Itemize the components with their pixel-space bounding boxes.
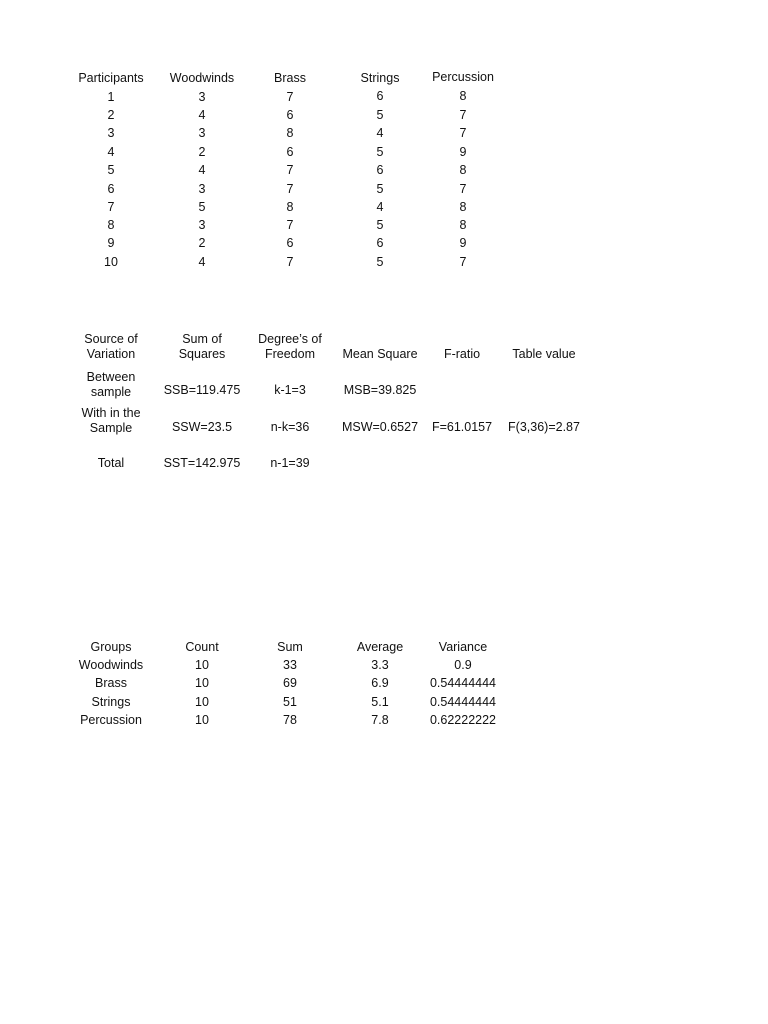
table-cell: 3.3 [371, 658, 389, 672]
table-cell: 3 [198, 218, 206, 232]
table-cell: 6 [286, 145, 294, 159]
table-cell: 7 [459, 126, 467, 140]
header-line: Mean Square [342, 347, 418, 361]
header-line [502, 332, 586, 347]
table-cell: 2 [107, 108, 115, 122]
table-cell: 4 [198, 108, 206, 122]
table-cell: 7 [286, 163, 294, 177]
table-cell: 0.9 [454, 658, 472, 672]
header-line: Source of [84, 332, 138, 346]
table-cell: 7 [107, 200, 115, 214]
header-cell [70, 332, 152, 362]
table-cell: 33 [283, 658, 297, 672]
table-cell: 6 [286, 236, 294, 250]
source-line: Between [86, 370, 136, 384]
table-cell: 5 [107, 163, 115, 177]
table-cell: 6 [286, 108, 294, 122]
header-cell: Strings [360, 71, 400, 85]
table-cell: 3 [198, 126, 206, 140]
table-cell: 8 [286, 200, 294, 214]
table-cell: 2 [198, 236, 206, 250]
header-cell [336, 332, 424, 362]
table-cell: SSB=119.475 [163, 383, 241, 397]
header-cell [160, 332, 244, 362]
table-cell: 8 [286, 126, 294, 140]
table-cell: 5 [198, 200, 206, 214]
table-cell: 0.54444444 [429, 695, 497, 709]
table-cell: 8 [459, 163, 467, 177]
header-cell [248, 332, 332, 362]
table-cell: 3 [198, 182, 206, 196]
table-cell: 7 [286, 182, 294, 196]
table-cell: 10 [195, 713, 209, 727]
table-cell: 69 [283, 676, 297, 690]
table-cell: 7 [286, 90, 294, 104]
table-cell: 2 [198, 145, 206, 159]
table-cell: 8 [459, 200, 467, 214]
header-line: Variation [86, 347, 136, 361]
table-cell: Woodwinds [78, 658, 144, 672]
table-cell: 78 [283, 713, 297, 727]
table-cell: 1 [107, 90, 115, 104]
header-cell: Woodwinds [169, 71, 235, 85]
header-cell: Count [185, 640, 219, 654]
source-line: Total [97, 456, 125, 470]
table-cell: 5 [376, 255, 384, 269]
source-line: With in the [81, 406, 141, 420]
table-cell: 8 [107, 218, 115, 232]
table-cell: SST=142.975 [163, 456, 241, 470]
table-cell: 9 [107, 236, 115, 250]
header-line: Squares [178, 347, 226, 361]
table-cell: 10 [195, 695, 209, 709]
table-cell: Strings [91, 695, 131, 709]
table-cell: k-1=3 [274, 383, 306, 397]
header-cell: Variance [438, 640, 488, 654]
table-cell: F(3,36)=2.87 [508, 420, 580, 434]
table-cell: 4 [376, 126, 384, 140]
source-line: sample [90, 385, 132, 399]
source-cell [70, 406, 152, 436]
header-line [336, 332, 424, 347]
table-cell: 7 [459, 255, 467, 269]
table-cell: F=61.0157 [431, 420, 493, 434]
table-cell: 9 [459, 145, 467, 159]
table-cell: 0.54444444 [429, 676, 497, 690]
table-cell: 6 [376, 89, 384, 103]
header-line: Degree’s of [258, 332, 322, 346]
source-cell [70, 370, 152, 400]
table-cell: 5.1 [371, 695, 389, 709]
table-cell: 7 [459, 182, 467, 196]
table-cell: 8 [459, 218, 467, 232]
header-cell: Participants [78, 71, 144, 85]
table-cell: 7 [286, 218, 294, 232]
source-line: Sample [89, 421, 133, 435]
table-cell: 10 [104, 255, 118, 269]
table-cell: 7 [286, 255, 294, 269]
header-cell: Percussion [432, 70, 494, 84]
header-cell: Brass [274, 71, 306, 85]
table-cell: 4 [198, 255, 206, 269]
table-cell: 3 [107, 126, 115, 140]
table-cell: 6.9 [371, 676, 389, 690]
table-cell: Brass [95, 676, 127, 690]
table-cell: 10 [195, 676, 209, 690]
table-cell: 6 [376, 163, 384, 177]
header-cell [502, 332, 586, 362]
table-cell: 6 [376, 236, 384, 250]
header-cell [426, 332, 498, 362]
table-cell: 9 [459, 236, 467, 250]
table-cell: 3 [198, 90, 206, 104]
table-cell: 5 [376, 145, 384, 159]
header-line: F-ratio [443, 347, 481, 361]
source-cell [70, 456, 152, 471]
table-cell: Percussion [80, 713, 142, 727]
table-cell: 5 [376, 108, 384, 122]
header-line: Table value [512, 347, 576, 361]
table-cell: 51 [283, 695, 297, 709]
header-cell: Average [356, 640, 404, 654]
table-cell: 4 [198, 163, 206, 177]
table-cell: n-k=36 [270, 420, 310, 434]
table-cell: 7.8 [371, 713, 389, 727]
header-cell: Sum [277, 640, 303, 654]
table-cell: n-1=39 [270, 456, 310, 470]
table-cell: 5 [376, 182, 384, 196]
table-cell: 4 [107, 145, 115, 159]
table-cell: 4 [376, 200, 384, 214]
table-cell: 10 [195, 658, 209, 672]
header-line: Sum of [182, 332, 222, 346]
table-cell: 7 [459, 108, 467, 122]
table-cell: MSW=0.6527 [341, 420, 419, 434]
table-cell: 0.62222222 [429, 713, 497, 727]
table-cell: MSB=39.825 [343, 383, 417, 397]
table-cell: 5 [376, 218, 384, 232]
header-line: Freedom [264, 347, 316, 361]
table-cell: SSW=23.5 [171, 420, 233, 434]
table-cell: 6 [107, 182, 115, 196]
header-line [426, 332, 498, 347]
header-cell: Groups [90, 640, 132, 654]
table-cell: 8 [459, 89, 467, 103]
